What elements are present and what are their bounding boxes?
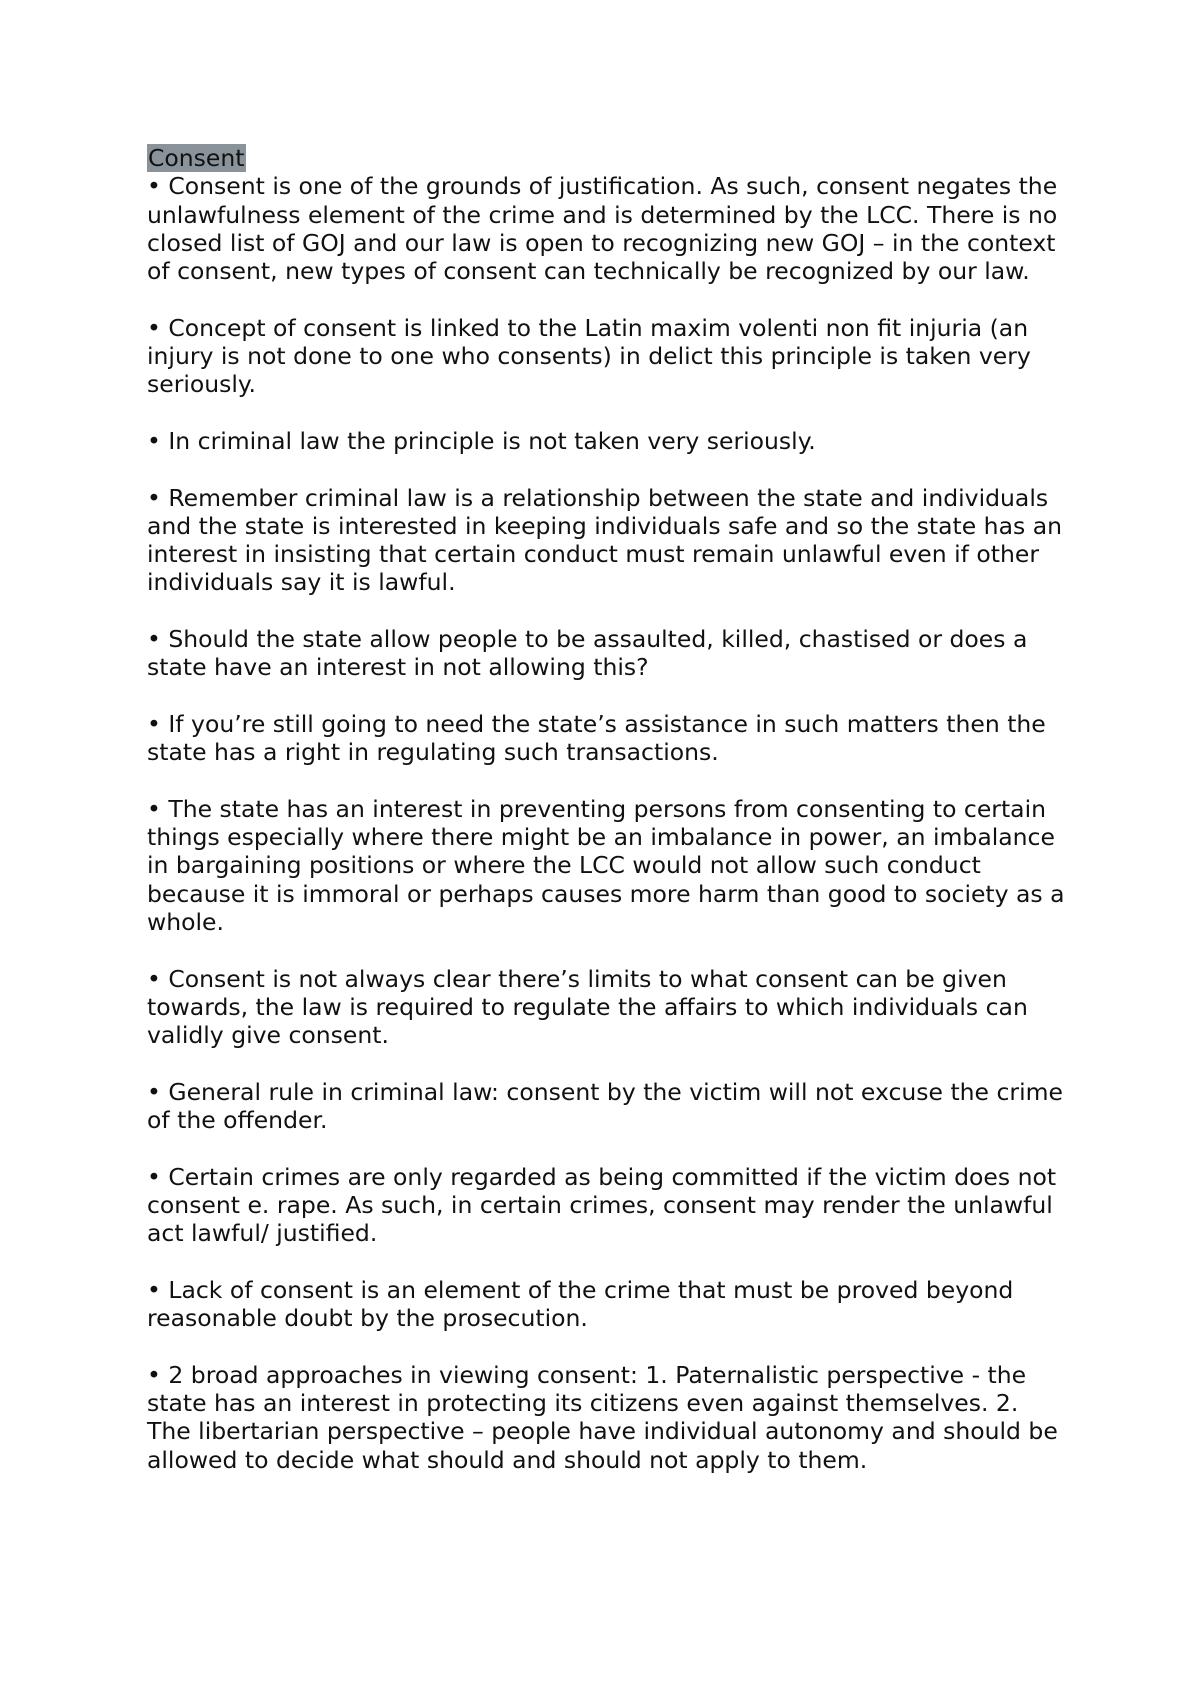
- bullet-icon: •: [147, 313, 161, 342]
- paragraph-text: Certain crimes are only regarded as being committed if the victim does not consent e. rape. As such, in certain crimes, consent may render the unlawful act lawful/ justified.: [147, 1162, 1057, 1248]
- bullet-icon: •: [147, 426, 161, 455]
- paragraph: [147, 172, 1067, 285]
- bullet-icon: •: [147, 709, 161, 738]
- paragraph: [147, 965, 1067, 1050]
- paragraph-text: Consent is not always clear there’s limits to what consent can be given towards, the law is required to regulate the affairs to which individuals can validly give consent.: [147, 964, 1028, 1050]
- paragraph: [147, 484, 1067, 597]
- bullet-icon: •: [147, 1360, 161, 1389]
- paragraph: [147, 710, 1067, 767]
- paragraph: [147, 625, 1067, 682]
- paragraph: [147, 795, 1067, 936]
- paragraph: [147, 1163, 1067, 1248]
- bullet-icon: •: [147, 172, 161, 201]
- bullet-icon: •: [147, 964, 161, 993]
- document-body: [147, 144, 1067, 1474]
- bullet-icon: •: [147, 1275, 161, 1304]
- paragraph-text: In criminal law the principle is not taken very seriously.: [168, 426, 816, 455]
- paragraph-text: Concept of consent is linked to the Latin maxim volenti non fit injuria (an injury is not done to one who consents) in delict this principle is taken very seriously.: [147, 313, 1031, 399]
- paragraph: [147, 1361, 1067, 1474]
- paragraph-text: Remember criminal law is a relationship between the state and individuals and the state is interested in keeping individuals safe and so the state has an interest in insisting that certain conduct must remain unlawful even if other individuals say it is lawful.: [147, 483, 1062, 597]
- bullet-icon: •: [147, 794, 161, 823]
- bullet-icon: •: [147, 1162, 161, 1191]
- paragraph: [147, 1078, 1067, 1135]
- heading-line: [147, 144, 1067, 172]
- paragraph-text: Lack of consent is an element of the crime that must be proved beyond reasonable doubt by the prosecution.: [147, 1275, 1014, 1333]
- paragraph: [147, 1276, 1067, 1333]
- paragraph: [147, 314, 1067, 399]
- bullet-icon: •: [147, 625, 161, 654]
- paragraph-text: 2 broad approaches in viewing consent: 1. Paternalistic perspective - the state has an interest in protecting its citizens even against themselves. 2. The libertarian perspective – people have individual autonomy and should be allowed to decide what should and should not apply to them.: [147, 1360, 1058, 1474]
- paragraph-text: Consent is one of the grounds of justification. As such, consent negates the unlawfulness element of the crime and is determined by the LCC. There is no closed list of GOJ and our law is open to recognizing new GOJ – in the context of consent, new types of consent can technically be recognized by our law.: [147, 172, 1058, 286]
- paragraph: [147, 427, 1067, 455]
- paragraph-text: The state has an interest in preventing persons from consenting to certain things especially where there might be an imbalance in power, an imbalance in bargaining positions or where the LCC would not allow such conduct because it is immoral or perhaps causes more harm than good to society as a whole.: [147, 794, 1065, 937]
- bullet-icon: •: [147, 483, 161, 512]
- paragraph-text: General rule in criminal law: consent by the victim will not excuse the crime of the offender.: [147, 1077, 1063, 1135]
- paragraph-text: Should the state allow people to be assaulted, killed, chastised or does a state have an interest in not allowing this?: [147, 625, 1028, 682]
- bullet-icon: •: [147, 1077, 161, 1106]
- document-heading: Consent: [148, 144, 245, 172]
- paragraph-text: If you’re still going to need the state’s assistance in such matters then the state has a right in regulating such transactions.: [147, 709, 1046, 767]
